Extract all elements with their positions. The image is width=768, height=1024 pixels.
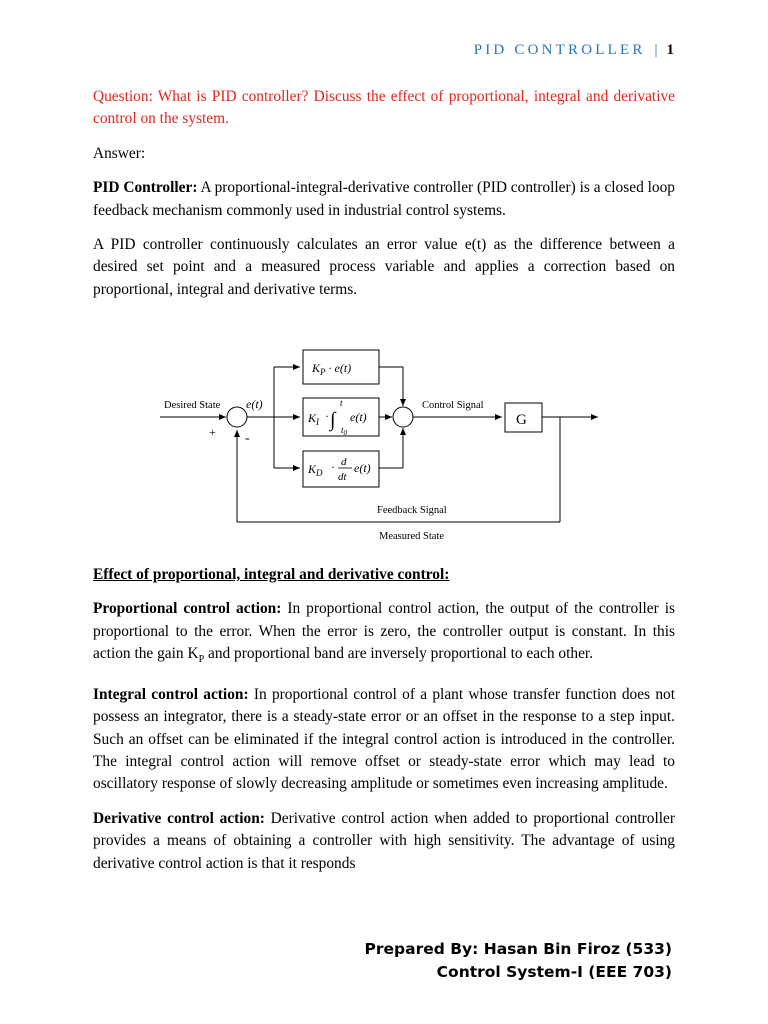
derivative-text: Derivative control action when added to proportional controller provides a means of obtaining a controller with high sensitivity. The advantage of using derivative control action is that it responds	[93, 809, 675, 872]
feedback-signal-label: Feedback Signal	[377, 505, 447, 516]
ki-label: $K_I$	[308, 411, 320, 427]
error-summing-junction	[227, 407, 247, 427]
kd-numerator: d	[341, 456, 347, 468]
plus-sign: +	[209, 425, 216, 439]
page-header	[474, 42, 674, 59]
answer-label: Answer:	[93, 144, 146, 162]
pid-definition-label: PID Controller:	[93, 179, 198, 197]
proportional-text-2: and proportional band are inversely proportional to each other.	[204, 645, 594, 663]
integral-label: Integral control action:	[93, 685, 249, 703]
control-signal-label: Control Signal	[422, 400, 484, 411]
proportional-label: Proportional control action:	[93, 600, 282, 618]
footer-author: Prepared By: Hasan Bin Firoz (533)	[364, 940, 672, 958]
pid-description: A PID controller continuously calculates an error value e(t) as the difference between a desired set point and a measured process variable and applies a correction based on proportional, integral and derivative terms.	[93, 236, 675, 298]
derivative-label: Derivative control action:	[93, 809, 265, 827]
header-separator: |	[654, 42, 658, 58]
page-content-lower	[93, 564, 675, 887]
page-content	[93, 86, 675, 313]
kd-denominator: dt	[338, 471, 347, 483]
pid-definition	[93, 177, 675, 222]
measured-state-label: Measured State	[379, 531, 445, 542]
derivative-paragraph	[93, 808, 675, 875]
question-text: Question: What is PID controller? Discuss the effect of proportional, integral and derivative control on the system.	[93, 88, 675, 128]
effect-heading: Effect of proportional, integral and derivative control:	[93, 566, 450, 583]
error-label: e(t)	[246, 397, 263, 411]
proportional-subscript: P	[198, 654, 205, 666]
kd-label: $K_D$	[308, 462, 323, 478]
proportional-paragraph	[93, 598, 675, 671]
ki-dot: ·	[325, 409, 329, 423]
kd-error: e(t)	[354, 461, 371, 475]
ki-upper-limit: t	[340, 398, 343, 408]
header-title: PID CONTROLLER	[473, 42, 646, 58]
pid-definition-text: A proportional-integral-derivative controller (PID controller) is a closed loop feedback mechanism commonly used in industrial control systems.	[93, 179, 675, 219]
footer-course: Control System-I (EEE 703)	[436, 963, 672, 981]
ki-lower-limit: $t_0$	[341, 425, 348, 437]
kp-formula: $K_P \cdot e(t)$	[312, 361, 352, 377]
page-footer	[365, 938, 672, 984]
desired-state-label: Desired State	[164, 400, 221, 411]
minus-sign: -	[245, 431, 250, 446]
integral-paragraph	[93, 684, 675, 796]
output-summing-junction	[393, 407, 413, 427]
pid-block-diagram	[160, 340, 600, 550]
plant-label: G	[516, 412, 527, 428]
page-number: 1	[666, 42, 674, 58]
integral-sign: ∫	[330, 409, 336, 431]
integral-text: In proportional control of a plant whose transfer function does not possess an integrator, there is a steady-state error or an offset in the response to a step input. Such an offset can be eliminated if the integral control action is introduced in the controller. The integral control action will remove offset or steady-state error which may lead to oscillatory response of slowly decreasing amplitude or sometimes even increasing amplitude.	[93, 685, 675, 793]
kd-dot: ·	[331, 460, 335, 474]
ki-error: e(t)	[350, 410, 367, 424]
proportional-text-1: In proportional control action, the output of the controller is proportional to the error. When the error is zero, the controller output is constant. In this action the gain K	[93, 600, 675, 663]
